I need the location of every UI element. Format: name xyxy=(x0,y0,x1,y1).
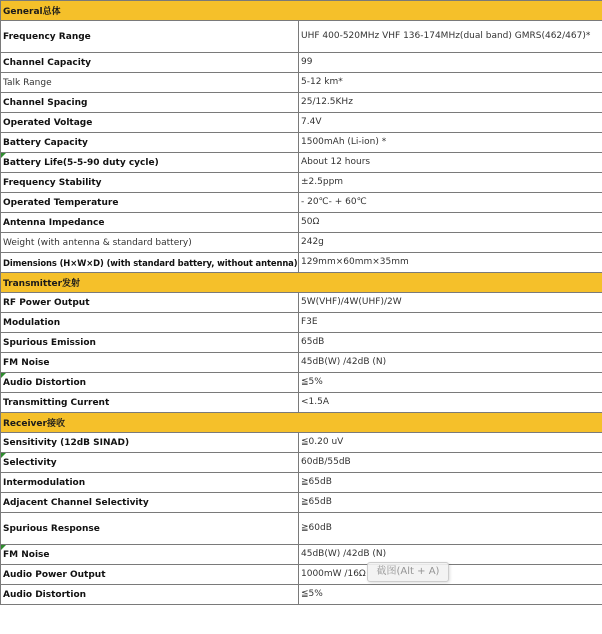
section-receiver xyxy=(1,413,602,433)
spec-value-audio-power-output: 1000mW /16Ω xyxy=(299,565,602,585)
spec-value-fm-noise-tx: 45dB(W) /42dB (N) xyxy=(299,353,602,373)
spec-label-audio-distortion-rx: Audio Distortion xyxy=(1,585,299,605)
spec-value-modulation: F3E xyxy=(299,313,602,333)
section-header-transmitter: Transmitter发射 xyxy=(1,273,602,293)
section-header-general: General总体 xyxy=(1,1,602,21)
spec-label-channel-capacity: Channel Capacity xyxy=(1,53,299,73)
table-row xyxy=(1,73,602,93)
spec-value-spurious-emission: 65dB xyxy=(299,333,602,353)
spec-label-frequency-range: Frequency Range xyxy=(1,21,299,53)
table-row xyxy=(1,565,602,585)
table-row xyxy=(1,153,602,173)
spec-label-fm-noise-rx: FM Noise xyxy=(1,545,299,565)
spec-value-rf-power-output: 5W(VHF)/4W(UHF)/2W xyxy=(299,293,602,313)
table-row xyxy=(1,333,602,353)
spec-value-battery-capacity: 1500mAh (Li-ion) * xyxy=(299,133,602,153)
spec-value-selectivity: 60dB/55dB xyxy=(299,453,602,473)
table-row xyxy=(1,93,602,113)
spec-label-operated-voltage: Operated Voltage xyxy=(1,113,299,133)
table-row xyxy=(1,493,602,513)
spec-value-talk-range: 5-12 km* xyxy=(299,73,602,93)
spec-value-channel-capacity: 99 xyxy=(299,53,602,73)
table-row xyxy=(1,53,602,73)
spec-label-frequency-stability: Frequency Stability xyxy=(1,173,299,193)
spec-value-audio-distortion-rx: ≦5% xyxy=(299,585,602,605)
table-row xyxy=(1,21,602,53)
table-row xyxy=(1,293,602,313)
table-row xyxy=(1,373,602,393)
spec-label-dimensions: Dimensions (H×W×D) (with standard battery, without antenna) xyxy=(1,253,299,273)
table-row xyxy=(1,113,602,133)
spec-label-battery-capacity: Battery Capacity xyxy=(1,133,299,153)
spec-value-weight: 242g xyxy=(299,233,602,253)
spec-label-weight: Weight (with antenna & standard battery) xyxy=(1,233,299,253)
spec-value-operated-voltage: 7.4V xyxy=(299,113,602,133)
spec-label-selectivity: Selectivity xyxy=(1,453,299,473)
spec-value-intermodulation: ≧65dB xyxy=(299,473,602,493)
spec-label-rf-power-output: RF Power Output xyxy=(1,293,299,313)
spec-label-adjacent-channel-selectivity: Adjacent Channel Selectivity xyxy=(1,493,299,513)
table-row xyxy=(1,353,602,373)
spec-label-audio-distortion-tx: Audio Distortion xyxy=(1,373,299,393)
spec-value-frequency-range: UHF 400-520MHz VHF 136-174MHz(dual band) GMRS(462/467)* xyxy=(299,21,602,53)
table-row xyxy=(1,453,602,473)
spec-value-channel-spacing: 25/12.5KHz xyxy=(299,93,602,113)
spec-value-fm-noise-rx: 45dB(W) /42dB (N) xyxy=(299,545,602,565)
table-row xyxy=(1,513,602,545)
table-row xyxy=(1,173,602,193)
spec-value-dimensions: 129mm×60mm×35mm xyxy=(299,253,602,273)
table-row xyxy=(1,473,602,493)
spec-value-audio-distortion-tx: ≦5% xyxy=(299,373,602,393)
table-row xyxy=(1,313,602,333)
spec-label-spurious-emission: Spurious Emission xyxy=(1,333,299,353)
spec-label-modulation: Modulation xyxy=(1,313,299,333)
spec-label-intermodulation: Intermodulation xyxy=(1,473,299,493)
spec-label-talk-range: Talk Range xyxy=(1,73,299,93)
spec-value-sensitivity: ≦0.20 uV xyxy=(299,433,602,453)
spec-value-battery-life: About 12 hours xyxy=(299,153,602,173)
table-row xyxy=(1,545,602,565)
section-general xyxy=(1,1,602,21)
spec-label-channel-spacing: Channel Spacing xyxy=(1,93,299,113)
screenshot-tooltip: 截图(Alt + A) xyxy=(367,562,449,582)
table-row xyxy=(1,133,602,153)
table-row xyxy=(1,585,602,605)
spec-value-spurious-response: ≧60dB xyxy=(299,513,602,545)
table-row xyxy=(1,193,602,213)
spec-value-frequency-stability: ±2.5ppm xyxy=(299,173,602,193)
spec-value-adjacent-channel-selectivity: ≧65dB xyxy=(299,493,602,513)
table-row xyxy=(1,253,602,273)
spec-label-spurious-response: Spurious Response xyxy=(1,513,299,545)
spec-label-antenna-impedance: Antenna Impedance xyxy=(1,213,299,233)
spec-value-antenna-impedance: 50Ω xyxy=(299,213,602,233)
spec-value-operated-temperature: - 20℃- + 60℃ xyxy=(299,193,602,213)
table-row xyxy=(1,233,602,253)
spec-label-sensitivity: Sensitivity (12dB SINAD) xyxy=(1,433,299,453)
spec-value-transmitting-current: <1.5A xyxy=(299,393,602,413)
spec-label-fm-noise-tx: FM Noise xyxy=(1,353,299,373)
spec-label-audio-power-output: Audio Power Output xyxy=(1,565,299,585)
spec-label-operated-temperature: Operated Temperature xyxy=(1,193,299,213)
table-row xyxy=(1,433,602,453)
table-row xyxy=(1,393,602,413)
section-header-receiver: Receiver接收 xyxy=(1,413,602,433)
spec-label-transmitting-current: Transmitting Current xyxy=(1,393,299,413)
section-transmitter xyxy=(1,273,602,293)
spec-label-battery-life: Battery Life(5-5-90 duty cycle) xyxy=(1,153,299,173)
table-row xyxy=(1,213,602,233)
